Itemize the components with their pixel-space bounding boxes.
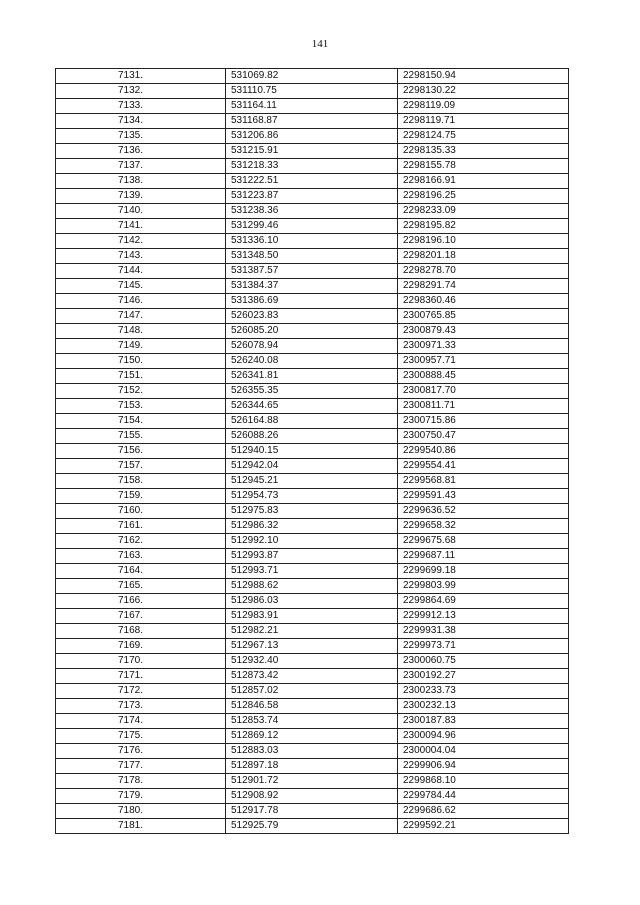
table-row [56, 99, 569, 114]
table-row [56, 654, 569, 669]
point-number-cell: 7149. [56, 339, 226, 354]
x-coordinate-cell: 531110.75 [226, 84, 398, 99]
x-coordinate-cell: 531238.36 [226, 204, 398, 219]
table-row [56, 789, 569, 804]
point-number-cell: 7180. [56, 804, 226, 819]
table-row [56, 264, 569, 279]
table-row [56, 69, 569, 84]
y-coordinate-cell: 2298150.94 [398, 69, 569, 84]
table-row [56, 774, 569, 789]
x-coordinate-cell: 531168.87 [226, 114, 398, 129]
point-number-cell: 7138. [56, 174, 226, 189]
y-coordinate-cell: 2299658.32 [398, 519, 569, 534]
x-coordinate-cell: 531222.51 [226, 174, 398, 189]
point-number-cell: 7133. [56, 99, 226, 114]
table-row [56, 549, 569, 564]
point-number-cell: 7177. [56, 759, 226, 774]
point-number-cell: 7137. [56, 159, 226, 174]
point-number-cell: 7178. [56, 774, 226, 789]
y-coordinate-cell: 2300811.71 [398, 399, 569, 414]
point-number-cell: 7167. [56, 609, 226, 624]
x-coordinate-cell: 512846.58 [226, 699, 398, 714]
table-row [56, 249, 569, 264]
table-row [56, 459, 569, 474]
point-number-cell: 7168. [56, 624, 226, 639]
table-row [56, 669, 569, 684]
table-row [56, 714, 569, 729]
y-coordinate-cell: 2300971.33 [398, 339, 569, 354]
x-coordinate-cell: 512917.78 [226, 804, 398, 819]
point-number-cell: 7174. [56, 714, 226, 729]
y-coordinate-cell: 2298130.22 [398, 84, 569, 99]
y-coordinate-cell: 2299906.94 [398, 759, 569, 774]
x-coordinate-cell: 512857.02 [226, 684, 398, 699]
point-number-cell: 7142. [56, 234, 226, 249]
x-coordinate-cell: 512942.04 [226, 459, 398, 474]
x-coordinate-cell: 512897.18 [226, 759, 398, 774]
y-coordinate-cell: 2300765.85 [398, 309, 569, 324]
y-coordinate-cell: 2300957.71 [398, 354, 569, 369]
point-number-cell: 7147. [56, 309, 226, 324]
x-coordinate-cell: 531223.87 [226, 189, 398, 204]
x-coordinate-cell: 512992.10 [226, 534, 398, 549]
x-coordinate-cell: 512983.91 [226, 609, 398, 624]
y-coordinate-cell: 2300233.73 [398, 684, 569, 699]
point-number-cell: 7181. [56, 819, 226, 834]
table-row [56, 354, 569, 369]
x-coordinate-cell: 512988.62 [226, 579, 398, 594]
x-coordinate-cell: 531215.91 [226, 144, 398, 159]
point-number-cell: 7165. [56, 579, 226, 594]
table-row [56, 804, 569, 819]
x-coordinate-cell: 512869.12 [226, 729, 398, 744]
table-row [56, 219, 569, 234]
y-coordinate-cell: 2300192.27 [398, 669, 569, 684]
table-row [56, 204, 569, 219]
y-coordinate-cell: 2299912.13 [398, 609, 569, 624]
table-row [56, 489, 569, 504]
table-row [56, 444, 569, 459]
point-number-cell: 7141. [56, 219, 226, 234]
x-coordinate-cell: 531164.11 [226, 99, 398, 114]
point-number-cell: 7152. [56, 384, 226, 399]
table-row [56, 399, 569, 414]
table-row [56, 114, 569, 129]
x-coordinate-cell: 526164.88 [226, 414, 398, 429]
point-number-cell: 7160. [56, 504, 226, 519]
table-row [56, 534, 569, 549]
table-row [56, 414, 569, 429]
table-row [56, 729, 569, 744]
table-row [56, 324, 569, 339]
y-coordinate-cell: 2298196.25 [398, 189, 569, 204]
y-coordinate-cell: 2300094.96 [398, 729, 569, 744]
table-row [56, 189, 569, 204]
point-number-cell: 7156. [56, 444, 226, 459]
point-number-cell: 7171. [56, 669, 226, 684]
table-row [56, 159, 569, 174]
y-coordinate-cell: 2298166.91 [398, 174, 569, 189]
y-coordinate-cell: 2300004.04 [398, 744, 569, 759]
point-number-cell: 7140. [56, 204, 226, 219]
x-coordinate-cell: 531387.57 [226, 264, 398, 279]
point-number-cell: 7176. [56, 744, 226, 759]
x-coordinate-cell: 512883.03 [226, 744, 398, 759]
table-row [56, 519, 569, 534]
y-coordinate-cell: 2298196.10 [398, 234, 569, 249]
table-row [56, 309, 569, 324]
x-coordinate-cell: 512993.87 [226, 549, 398, 564]
point-number-cell: 7163. [56, 549, 226, 564]
table-row [56, 174, 569, 189]
table-row [56, 684, 569, 699]
table-row [56, 639, 569, 654]
y-coordinate-cell: 2299675.68 [398, 534, 569, 549]
point-number-cell: 7162. [56, 534, 226, 549]
y-coordinate-cell: 2298233.09 [398, 204, 569, 219]
table-row [56, 579, 569, 594]
table-row [56, 624, 569, 639]
y-coordinate-cell: 2299687.11 [398, 549, 569, 564]
x-coordinate-cell: 526344.65 [226, 399, 398, 414]
table-row [56, 279, 569, 294]
x-coordinate-cell: 526078.94 [226, 339, 398, 354]
table-row [56, 369, 569, 384]
y-coordinate-cell: 2298119.09 [398, 99, 569, 114]
point-number-cell: 7158. [56, 474, 226, 489]
point-number-cell: 7159. [56, 489, 226, 504]
point-number-cell: 7161. [56, 519, 226, 534]
x-coordinate-cell: 526341.81 [226, 369, 398, 384]
table-row [56, 339, 569, 354]
y-coordinate-cell: 2298291.74 [398, 279, 569, 294]
point-number-cell: 7131. [56, 69, 226, 84]
y-coordinate-cell: 2298135.33 [398, 144, 569, 159]
y-coordinate-cell: 2300715.86 [398, 414, 569, 429]
y-coordinate-cell: 2299591.43 [398, 489, 569, 504]
point-number-cell: 7157. [56, 459, 226, 474]
table-row [56, 504, 569, 519]
y-coordinate-cell: 2300888.45 [398, 369, 569, 384]
x-coordinate-cell: 526355.35 [226, 384, 398, 399]
y-coordinate-cell: 2300232.13 [398, 699, 569, 714]
y-coordinate-cell: 2300750.47 [398, 429, 569, 444]
coordinates-table-body [56, 69, 569, 834]
table-row [56, 564, 569, 579]
y-coordinate-cell: 2300187.83 [398, 714, 569, 729]
point-number-cell: 7135. [56, 129, 226, 144]
page-number: 141 [311, 38, 329, 50]
point-number-cell: 7164. [56, 564, 226, 579]
y-coordinate-cell: 2299931.38 [398, 624, 569, 639]
x-coordinate-cell: 512932.40 [226, 654, 398, 669]
y-coordinate-cell: 2300060.75 [398, 654, 569, 669]
table-row [56, 819, 569, 834]
x-coordinate-cell: 512853.74 [226, 714, 398, 729]
x-coordinate-cell: 512908.92 [226, 789, 398, 804]
table-row [56, 609, 569, 624]
table-row [56, 234, 569, 249]
x-coordinate-cell: 512954.73 [226, 489, 398, 504]
x-coordinate-cell: 512993.71 [226, 564, 398, 579]
y-coordinate-cell: 2299784.44 [398, 789, 569, 804]
y-coordinate-cell: 2298360.46 [398, 294, 569, 309]
point-number-cell: 7179. [56, 789, 226, 804]
point-number-cell: 7139. [56, 189, 226, 204]
x-coordinate-cell: 531206.86 [226, 129, 398, 144]
x-coordinate-cell: 512986.03 [226, 594, 398, 609]
x-coordinate-cell: 512967.13 [226, 639, 398, 654]
table-row [56, 699, 569, 714]
y-coordinate-cell: 2299973.71 [398, 639, 569, 654]
point-number-cell: 7134. [56, 114, 226, 129]
point-number-cell: 7150. [56, 354, 226, 369]
point-number-cell: 7143. [56, 249, 226, 264]
y-coordinate-cell: 2299864.69 [398, 594, 569, 609]
point-number-cell: 7151. [56, 369, 226, 384]
point-number-cell: 7146. [56, 294, 226, 309]
table-row [56, 474, 569, 489]
table-row [56, 84, 569, 99]
x-coordinate-cell: 531218.33 [226, 159, 398, 174]
x-coordinate-cell: 531384.37 [226, 279, 398, 294]
coordinates-table [55, 68, 569, 834]
point-number-cell: 7166. [56, 594, 226, 609]
table-row [56, 744, 569, 759]
point-number-cell: 7172. [56, 684, 226, 699]
y-coordinate-cell: 2299554.41 [398, 459, 569, 474]
table-row [56, 129, 569, 144]
y-coordinate-cell: 2299540.86 [398, 444, 569, 459]
table-row [56, 384, 569, 399]
y-coordinate-cell: 2300879.43 [398, 324, 569, 339]
y-coordinate-cell: 2298124.75 [398, 129, 569, 144]
table-row [56, 144, 569, 159]
y-coordinate-cell: 2298119.71 [398, 114, 569, 129]
point-number-cell: 7144. [56, 264, 226, 279]
point-number-cell: 7136. [56, 144, 226, 159]
y-coordinate-cell: 2299592.21 [398, 819, 569, 834]
x-coordinate-cell: 512901.72 [226, 774, 398, 789]
x-coordinate-cell: 512940.15 [226, 444, 398, 459]
y-coordinate-cell: 2299568.81 [398, 474, 569, 489]
x-coordinate-cell: 531348.50 [226, 249, 398, 264]
point-number-cell: 7175. [56, 729, 226, 744]
x-coordinate-cell: 531386.69 [226, 294, 398, 309]
x-coordinate-cell: 531336.10 [226, 234, 398, 249]
y-coordinate-cell: 2298278.70 [398, 264, 569, 279]
x-coordinate-cell: 512982.21 [226, 624, 398, 639]
point-number-cell: 7154. [56, 414, 226, 429]
point-number-cell: 7155. [56, 429, 226, 444]
x-coordinate-cell: 526023.83 [226, 309, 398, 324]
y-coordinate-cell: 2299699.18 [398, 564, 569, 579]
x-coordinate-cell: 512986.32 [226, 519, 398, 534]
point-number-cell: 7170. [56, 654, 226, 669]
point-number-cell: 7153. [56, 399, 226, 414]
table-row [56, 294, 569, 309]
x-coordinate-cell: 531299.46 [226, 219, 398, 234]
y-coordinate-cell: 2299868.10 [398, 774, 569, 789]
point-number-cell: 7173. [56, 699, 226, 714]
x-coordinate-cell: 531069.82 [226, 69, 398, 84]
x-coordinate-cell: 512925.79 [226, 819, 398, 834]
table-row [56, 429, 569, 444]
x-coordinate-cell: 512945.21 [226, 474, 398, 489]
x-coordinate-cell: 512975.83 [226, 504, 398, 519]
y-coordinate-cell: 2300817.70 [398, 384, 569, 399]
table-row [56, 594, 569, 609]
point-number-cell: 7148. [56, 324, 226, 339]
y-coordinate-cell: 2298195.82 [398, 219, 569, 234]
y-coordinate-cell: 2298155.78 [398, 159, 569, 174]
y-coordinate-cell: 2299686.62 [398, 804, 569, 819]
x-coordinate-cell: 526240.08 [226, 354, 398, 369]
x-coordinate-cell: 526085.20 [226, 324, 398, 339]
table-row [56, 759, 569, 774]
point-number-cell: 7132. [56, 84, 226, 99]
x-coordinate-cell: 512873.42 [226, 669, 398, 684]
y-coordinate-cell: 2299803.99 [398, 579, 569, 594]
point-number-cell: 7145. [56, 279, 226, 294]
y-coordinate-cell: 2298201.18 [398, 249, 569, 264]
y-coordinate-cell: 2299636.52 [398, 504, 569, 519]
point-number-cell: 7169. [56, 639, 226, 654]
x-coordinate-cell: 526088.26 [226, 429, 398, 444]
